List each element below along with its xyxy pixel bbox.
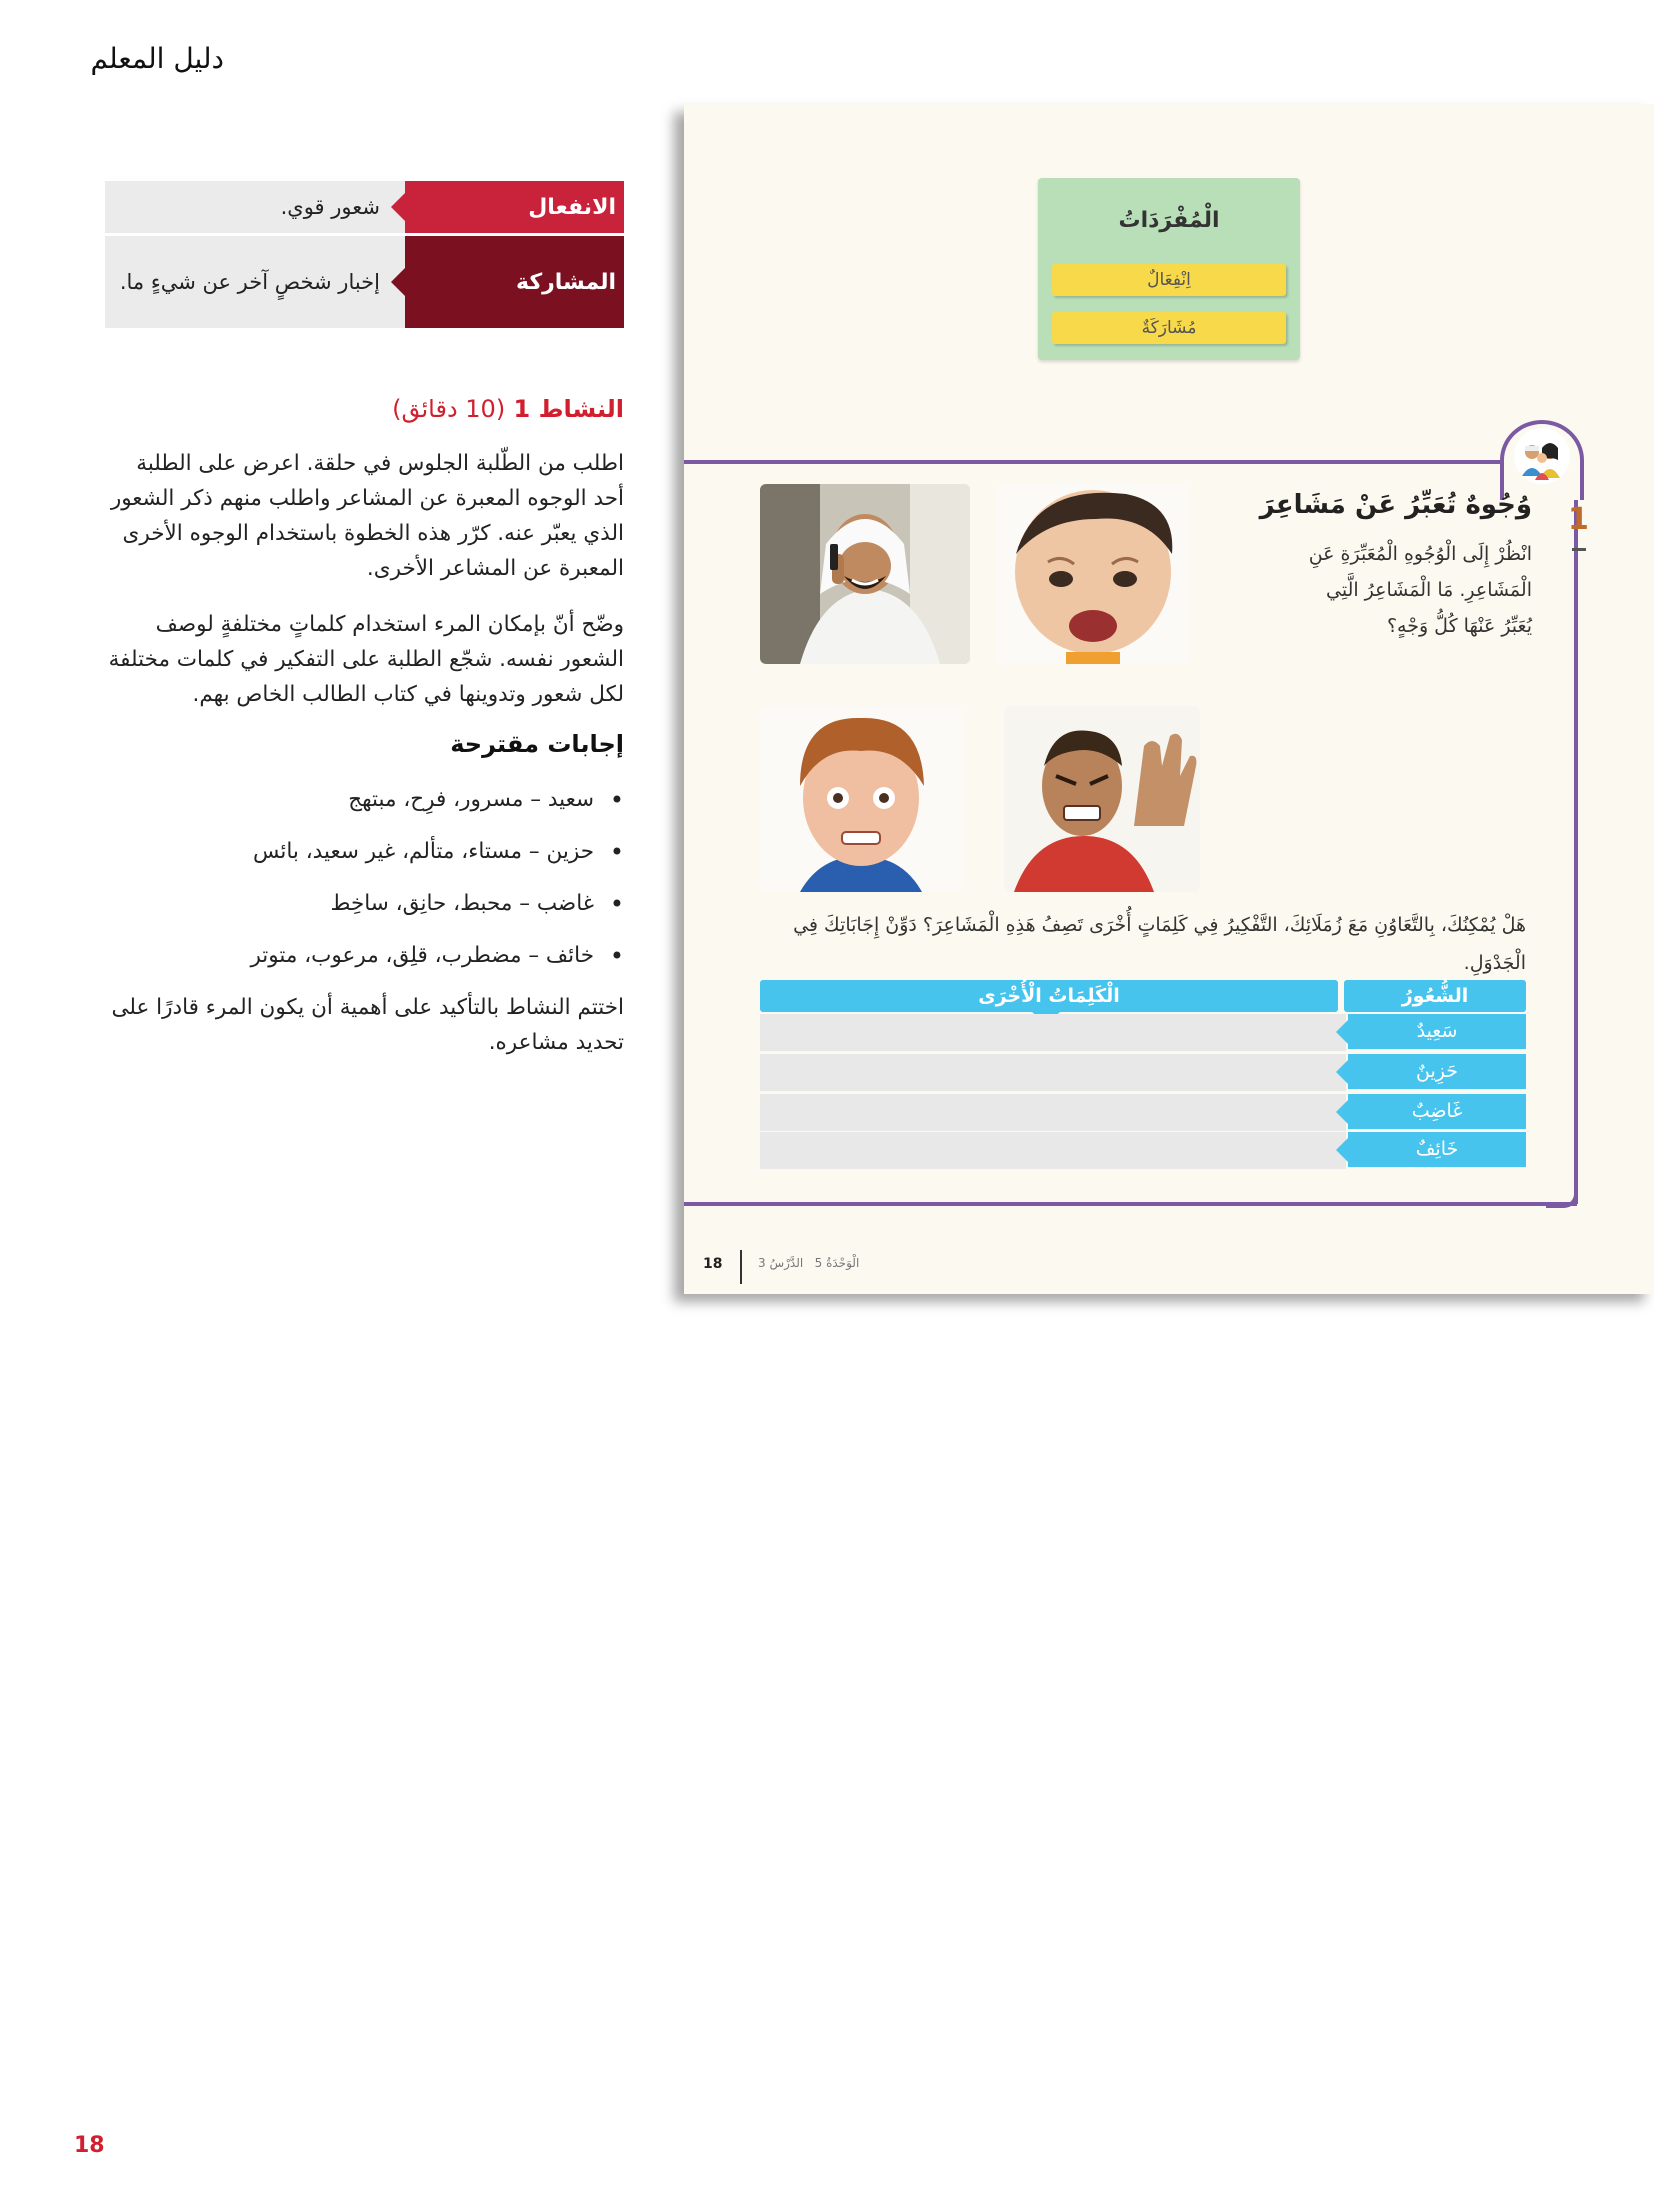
feeling-cell: خَائِفٌ xyxy=(1348,1132,1526,1167)
table-row xyxy=(760,1054,1526,1091)
feeling-cell: حَزِينٌ xyxy=(1348,1054,1526,1089)
vocab-row xyxy=(105,181,624,233)
student-book-footer-text xyxy=(758,1256,859,1270)
footer-unit: الْوَحْدَةُ 5 xyxy=(814,1256,860,1270)
feeling-cell: سَعِيدٌ xyxy=(1348,1014,1526,1049)
feeling-cell: غَاضِبٌ xyxy=(1348,1094,1526,1129)
vocab-chip: اِنْفِعَالٌ xyxy=(1052,264,1286,296)
page-number: 18 xyxy=(74,2133,105,2158)
vocab-row xyxy=(105,236,624,328)
exercise-frame-badge xyxy=(1500,420,1584,500)
photo-baby-crying xyxy=(996,484,1190,664)
list-item: • غاضب – محبط، حانِق، ساخِط xyxy=(104,886,624,938)
suggested-answers-list xyxy=(104,782,624,990)
answer-cell[interactable] xyxy=(760,1054,1346,1091)
exercise-number: 1 xyxy=(1568,502,1589,537)
exercise-title: وُجُوهٌ تُعَبِّرُ عَنْ مَشَاعِرَ xyxy=(1259,490,1532,520)
answer-cell[interactable] xyxy=(760,1014,1346,1051)
activity-paragraph-2: وضّح أنّ بإمكان المرء استخدام كلماتٍ مختلفةٍ لوصف الشعور نفسه. شجّع الطلبة على التفكير في كلمات مختلفة لكل شعور وتدوينها في كتاب الطالب الخاص بهم. xyxy=(108,612,624,707)
table-row xyxy=(760,1094,1526,1131)
vocab-term: المشاركة xyxy=(405,236,624,328)
table-row xyxy=(760,1132,1526,1169)
list-item: • حزين – مستاء، متألم، غير سعيد، بائس xyxy=(104,834,624,886)
vocab-box xyxy=(1038,178,1300,360)
exercise-frame-top xyxy=(684,460,1500,464)
vocab-term: الانفعال xyxy=(405,181,624,233)
page-header-title: دليل المعلم xyxy=(90,42,224,75)
photo-man-laughing-phone xyxy=(760,484,970,664)
activity-paragraph-1: اطلب من الطّلبة الجلوس في حلقة. اعرض على الطلبة أحد الوجوه المعبرة عن المشاعر واطلب منهم ذكر الشعور الذي يعبّر عنه. كرّر هذه الخطوة باستخدام الوجوه الأخرى المعبرة عن المشاعر الأخرى. xyxy=(110,451,624,581)
activity-title xyxy=(104,395,624,423)
exercise-instruction: انْظُرْ إِلَى الْوُجُوهِ الْمُعَبِّرَةِ عَنِ الْمَشَاعِرِ. مَا الْمَشَاعِرُ الَّتِي يُعَبِّرُ عَنْهَا كُلُّ وَجْهٍ؟ xyxy=(1308,543,1532,637)
table-row xyxy=(760,1014,1526,1051)
list-item: • سعيد – مسرور، فرِح، مبتهج xyxy=(104,782,624,834)
activity-title-label: النشاط 1 xyxy=(513,395,624,423)
exercise-frame-corner xyxy=(1546,1176,1578,1208)
group-people-icon xyxy=(1514,428,1570,484)
exercise-number-tick xyxy=(1572,548,1586,551)
footer-divider xyxy=(740,1250,742,1284)
suggested-answers-title: إجابات مقترحة xyxy=(450,730,624,758)
answer-cell[interactable] xyxy=(760,1094,1346,1131)
student-book-page-number: 18 xyxy=(703,1256,723,1272)
vocab-definition: شعور قوي. xyxy=(105,181,405,233)
exercise-question: هَلْ يُمْكِنُكَ، بِالتَّعَاوُنِ مَعَ زُمَلَائِكَ، التَّفْكِيرُ فِي كَلِمَاتٍ أُخْرَى تَصِفُ هَذِهِ الْمَشَاعِرَ؟ دَوِّنْ إِجَابَاتِكَ فِي الْجَدْوَلِ. xyxy=(793,914,1526,974)
vocab-box-title: الْمُفْرَدَاتُ xyxy=(1118,208,1220,233)
photo-boy-scared xyxy=(760,706,962,892)
photo-man-angry xyxy=(1004,706,1200,892)
answer-cell[interactable] xyxy=(760,1132,1346,1169)
vocab-chip: مُشَارَكَةٌ xyxy=(1052,312,1286,344)
list-item: • خائف – مضطرب، قلِق، مرعوب، متوتر xyxy=(104,938,624,990)
activity-duration: (10 دقائق) xyxy=(392,395,506,423)
table-header-feeling: الشُّعُورُ xyxy=(1344,980,1526,1012)
vocab-definition: إخبار شخصٍ آخر عن شيءٍ ما. xyxy=(105,236,405,328)
exercise-frame-right xyxy=(1574,460,1578,1204)
activity-paragraph-3: اختتم النشاط بالتأكيد على أهمية أن يكون المرء قادرًا على تحديد مشاعره. xyxy=(111,995,624,1055)
footer-lesson: الدَّرْسُ 3 xyxy=(758,1256,804,1270)
exercise-frame-bottom xyxy=(684,1202,1577,1206)
table-header-other-words: الْكَلِمَاتُ الْأُخْرَى xyxy=(760,980,1338,1012)
